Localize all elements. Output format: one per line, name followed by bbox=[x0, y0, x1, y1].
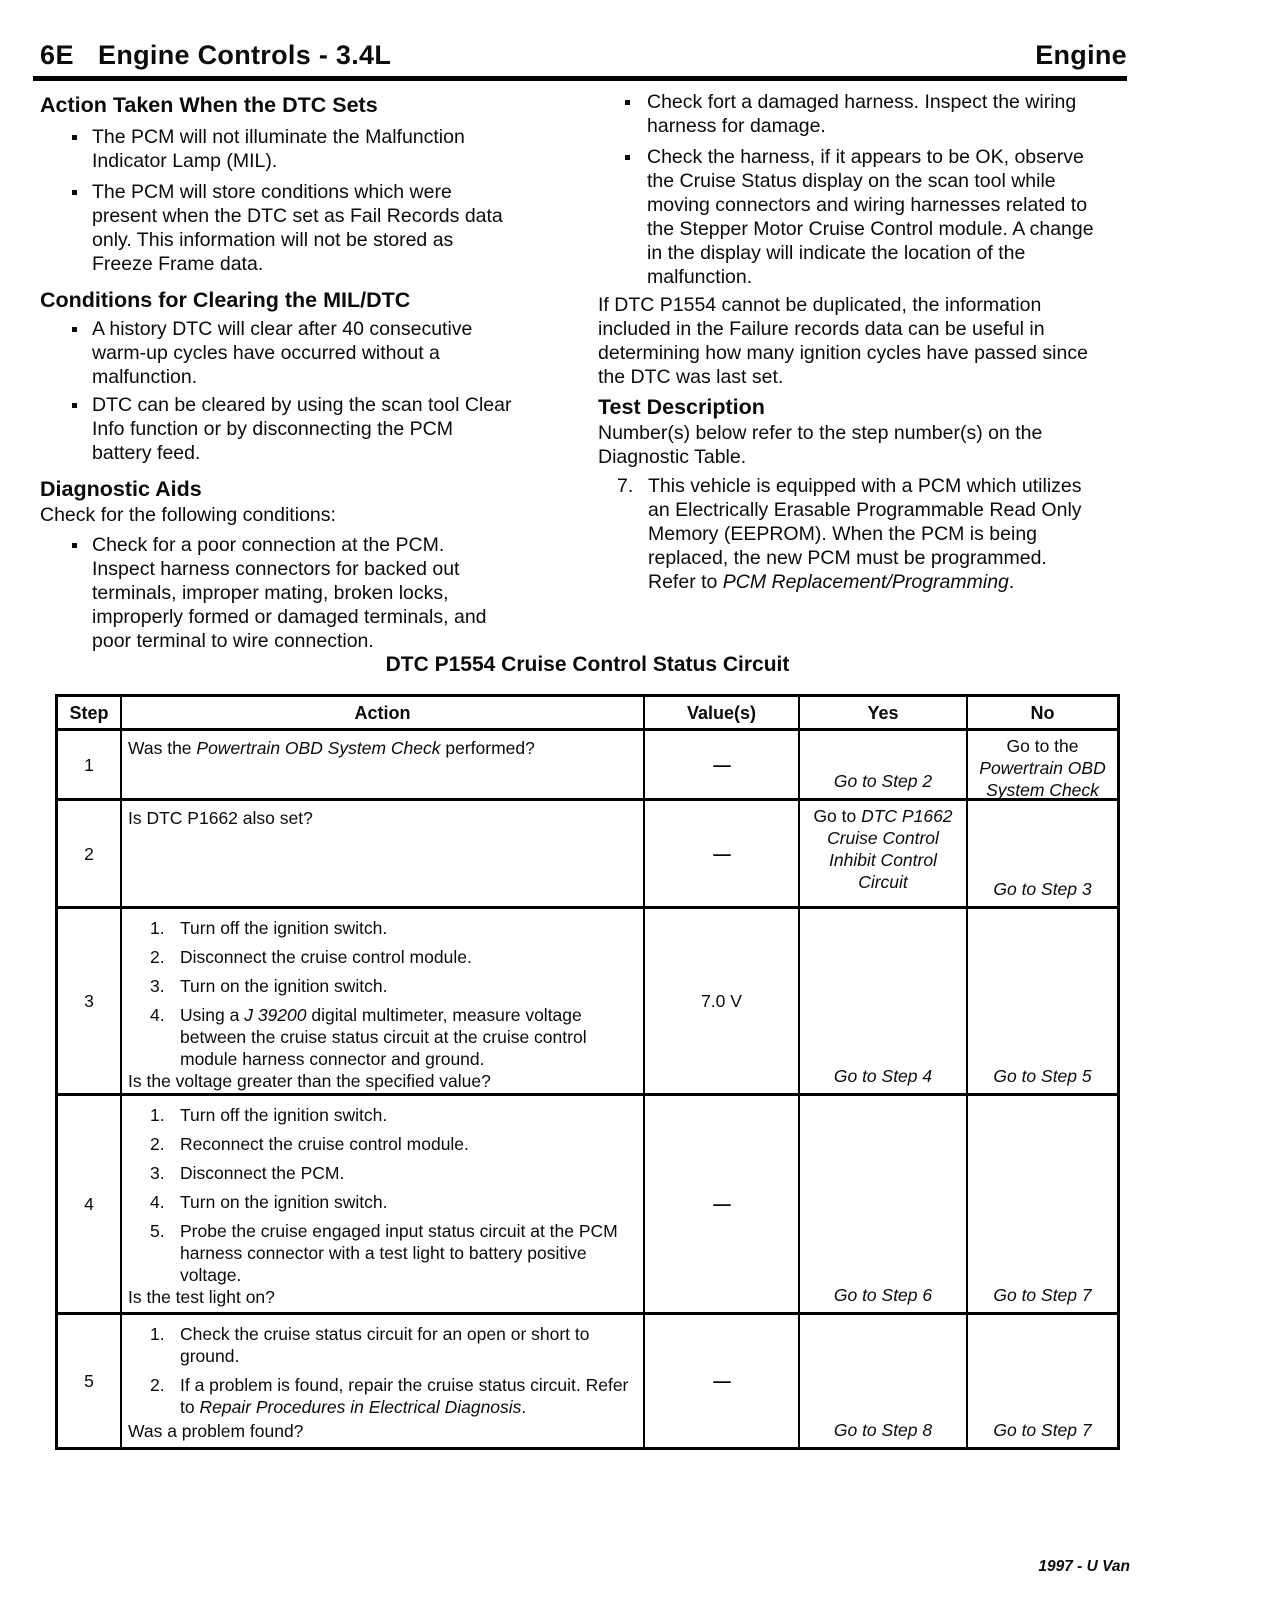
bullet-icon bbox=[625, 155, 630, 160]
item-number: 3. bbox=[150, 976, 165, 996]
col-header-values: Value(s) bbox=[645, 697, 800, 728]
bullet-icon bbox=[625, 100, 630, 105]
action-question: Is the test light on? bbox=[128, 1287, 275, 1307]
no-cell: Go to Step 7 bbox=[993, 1285, 1092, 1305]
action-question: Is the voltage greater than the specified value? bbox=[128, 1071, 491, 1091]
section-heading-diagnostic-aids: Diagnostic Aids bbox=[40, 477, 202, 501]
action-item bbox=[128, 1220, 637, 1286]
step-cell: 4 bbox=[58, 1096, 122, 1312]
step-cell: 2 bbox=[58, 801, 122, 906]
bullet-text: Check fort a damaged harness. Inspect the wiring harness for damage. bbox=[647, 91, 1077, 137]
item-text: Check the cruise status circuit for an open or short to ground. bbox=[180, 1324, 590, 1366]
table-row-step-2 bbox=[58, 801, 1117, 909]
italic-reference: Powertrain OBD System Check bbox=[196, 738, 441, 758]
item-number: 1. bbox=[150, 918, 165, 938]
action-question: Is DTC P1662 also set? bbox=[128, 808, 313, 828]
item-number: 4. bbox=[150, 1192, 165, 1212]
col-header-yes: Yes bbox=[800, 697, 968, 728]
paragraph: Check for the following conditions: bbox=[40, 504, 336, 526]
action-item bbox=[128, 1104, 637, 1126]
section-code: 6E bbox=[40, 40, 75, 70]
italic-reference: Repair Procedures in Electrical Diagnosis bbox=[199, 1397, 522, 1417]
diagnostic-table-area bbox=[55, 652, 1120, 1450]
col-header-no: No bbox=[1030, 702, 1055, 723]
value-cell: 7.0 V bbox=[645, 909, 800, 1093]
right-column bbox=[598, 88, 1098, 594]
action-item bbox=[128, 1323, 637, 1367]
item-text: Turn on the ignition switch. bbox=[180, 1192, 388, 1212]
bullet-icon bbox=[72, 543, 77, 548]
bullet-icon bbox=[72, 403, 77, 408]
goto-text: Go to DTC P1662 Cruise Control Inhibit Control Circuit bbox=[813, 806, 953, 892]
numbered-item bbox=[598, 474, 1098, 594]
action-cell bbox=[122, 1315, 645, 1447]
item-text: Turn off the ignition switch. bbox=[180, 1105, 388, 1125]
bullet-icon bbox=[72, 135, 77, 140]
no-cell: Go to Step 3 bbox=[993, 879, 1092, 899]
italic-reference: J 39200 bbox=[244, 1005, 307, 1025]
paragraph: Number(s) below refer to the step number(s) on the Diagnostic Table. bbox=[598, 422, 1043, 468]
col-header-action: Action bbox=[122, 697, 645, 728]
action-item bbox=[128, 917, 637, 939]
action-item bbox=[128, 1374, 637, 1418]
yes-cell bbox=[800, 801, 968, 906]
value-cell: — bbox=[645, 801, 800, 906]
table-row-step-1 bbox=[58, 731, 1117, 801]
page-title-right: Engine bbox=[1035, 40, 1127, 70]
italic-reference: Powertrain OBD System Check bbox=[979, 758, 1106, 800]
header-rule bbox=[33, 76, 1127, 81]
bullet-item bbox=[598, 145, 1098, 289]
italic-reference: PCM Replacement/Programming bbox=[722, 571, 1009, 593]
bullet-item bbox=[40, 533, 512, 653]
page-title: Engine Controls - 3.4L bbox=[98, 40, 392, 70]
yes-cell: Go to Step 4 bbox=[800, 909, 968, 1093]
bullet-text: A history DTC will clear after 40 consecutive warm-up cycles have occurred without a malfunction. bbox=[92, 318, 473, 388]
step-cell: 1 bbox=[58, 731, 122, 798]
step-cell: 3 bbox=[58, 909, 122, 1093]
value-cell: — bbox=[645, 731, 800, 798]
goto-text: Go to the Powertrain OBD System Check bbox=[979, 736, 1106, 800]
item-number: 2. bbox=[150, 1134, 165, 1154]
item-number: 3. bbox=[150, 1163, 165, 1183]
item-text: Disconnect the PCM. bbox=[180, 1163, 345, 1183]
table-row-step-5 bbox=[58, 1315, 1117, 1447]
item-number: 7. bbox=[617, 475, 634, 497]
action-question: Was the Powertrain OBD System Check performed? bbox=[128, 738, 535, 758]
item-text: Turn on the ignition switch. bbox=[180, 976, 388, 996]
item-number: 1. bbox=[150, 1324, 165, 1344]
no-cell bbox=[968, 731, 1117, 798]
action-item bbox=[128, 1162, 637, 1184]
no-cell: Go to Step 5 bbox=[993, 1066, 1092, 1086]
paragraph: If DTC P1554 cannot be duplicated, the information included in the Failure records data can be useful in determining how many ignition cycles have passed since the DTC was last set. bbox=[598, 294, 1088, 388]
bullet-icon bbox=[72, 190, 77, 195]
section-heading-clearing-mil-dtc: Conditions for Clearing the MIL/DTC bbox=[40, 288, 411, 312]
col-header-step: Step bbox=[58, 697, 122, 728]
bullet-text: The PCM will not illuminate the Malfunction Indicator Lamp (MIL). bbox=[92, 126, 465, 172]
yes-cell: Go to Step 8 bbox=[800, 1315, 968, 1447]
action-item bbox=[128, 946, 637, 968]
item-text: Reconnect the cruise control module. bbox=[180, 1134, 469, 1154]
left-column bbox=[40, 88, 512, 653]
table-header-row bbox=[58, 697, 1117, 731]
bullet-text: DTC can be cleared by using the scan tool Clear Info function or by disconnecting the PCM battery feed. bbox=[92, 394, 512, 464]
item-text: Probe the cruise engaged input status circuit at the PCM harness connector with a test light to battery positive voltage. bbox=[180, 1221, 618, 1285]
action-cell bbox=[122, 909, 645, 1093]
action-cell bbox=[122, 1096, 645, 1312]
yes-cell: Go to Step 6 bbox=[800, 1096, 968, 1312]
action-cell bbox=[122, 731, 645, 798]
step-cell: 5 bbox=[58, 1315, 122, 1447]
table-row-step-4 bbox=[58, 1096, 1117, 1315]
table-title: DTC P1554 Cruise Control Status Circuit bbox=[385, 653, 790, 676]
action-cell bbox=[122, 801, 645, 906]
bullet-item bbox=[40, 125, 512, 173]
bullet-icon bbox=[72, 327, 77, 332]
item-text: Turn off the ignition switch. bbox=[180, 918, 388, 938]
bullet-text: The PCM will store conditions which were present when the DTC set as Fail Records data only. This information will not be stored as Freeze Frame data. bbox=[92, 181, 503, 275]
no-cell: Go to Step 7 bbox=[993, 1420, 1092, 1440]
item-number: 2. bbox=[150, 947, 165, 967]
item-text: Using a J 39200 digital multimeter, measure voltage between the cruise status circuit at the cruise control module harness connector and ground. bbox=[180, 1005, 587, 1069]
action-item bbox=[128, 1004, 637, 1070]
item-text: This vehicle is equipped with a PCM which utilizes an Electrically Erasable Programmable Read Only Memory (EEPROM). When the PCM is being replaced, the new PCM must be programmed. Refer to PCM Replacement/Programming. bbox=[648, 475, 1082, 593]
page-header bbox=[33, 40, 1127, 81]
bullet-text: Check for a poor connection at the PCM. Inspect harness connectors for backed out terminals, improper mating, broken locks, improperly formed or damaged terminals, and poor terminal to wire connection. bbox=[92, 534, 487, 652]
action-item bbox=[128, 975, 637, 997]
bullet-text: Check the harness, if it appears to be OK, observe the Cruise Status display on the scan tool while moving connectors and wiring harnesses related to the Stepper Motor Cruise Control module. A change in the display will indicate the location of the malfunction. bbox=[647, 146, 1094, 288]
page-footer: 1997 - U Van bbox=[1038, 1558, 1130, 1575]
action-item bbox=[128, 1133, 637, 1155]
bullet-item bbox=[40, 393, 512, 465]
action-question: Was a problem found? bbox=[128, 1421, 304, 1441]
table-row-step-3 bbox=[58, 909, 1117, 1096]
item-text: If a problem is found, repair the cruise status circuit. Refer to Repair Procedures in Electrical Diagnosis. bbox=[180, 1375, 629, 1417]
action-item bbox=[128, 1191, 637, 1213]
yes-cell: Go to Step 2 bbox=[800, 731, 968, 798]
item-number: 1. bbox=[150, 1105, 165, 1125]
value-cell: — bbox=[645, 1315, 800, 1447]
italic-reference: DTC P1662 Cruise Control Inhibit Control Circuit bbox=[827, 806, 953, 892]
section-heading-test-description: Test Description bbox=[598, 395, 765, 419]
item-number: 2. bbox=[150, 1375, 165, 1395]
bullet-item bbox=[40, 317, 512, 389]
item-number: 4. bbox=[150, 1005, 165, 1025]
bullet-item bbox=[598, 90, 1098, 138]
section-heading-action-taken: Action Taken When the DTC Sets bbox=[40, 93, 378, 117]
item-text: Disconnect the cruise control module. bbox=[180, 947, 472, 967]
value-cell: — bbox=[645, 1096, 800, 1312]
bullet-item bbox=[40, 180, 512, 276]
item-number: 5. bbox=[150, 1221, 165, 1241]
diagnostic-table bbox=[55, 694, 1120, 1450]
